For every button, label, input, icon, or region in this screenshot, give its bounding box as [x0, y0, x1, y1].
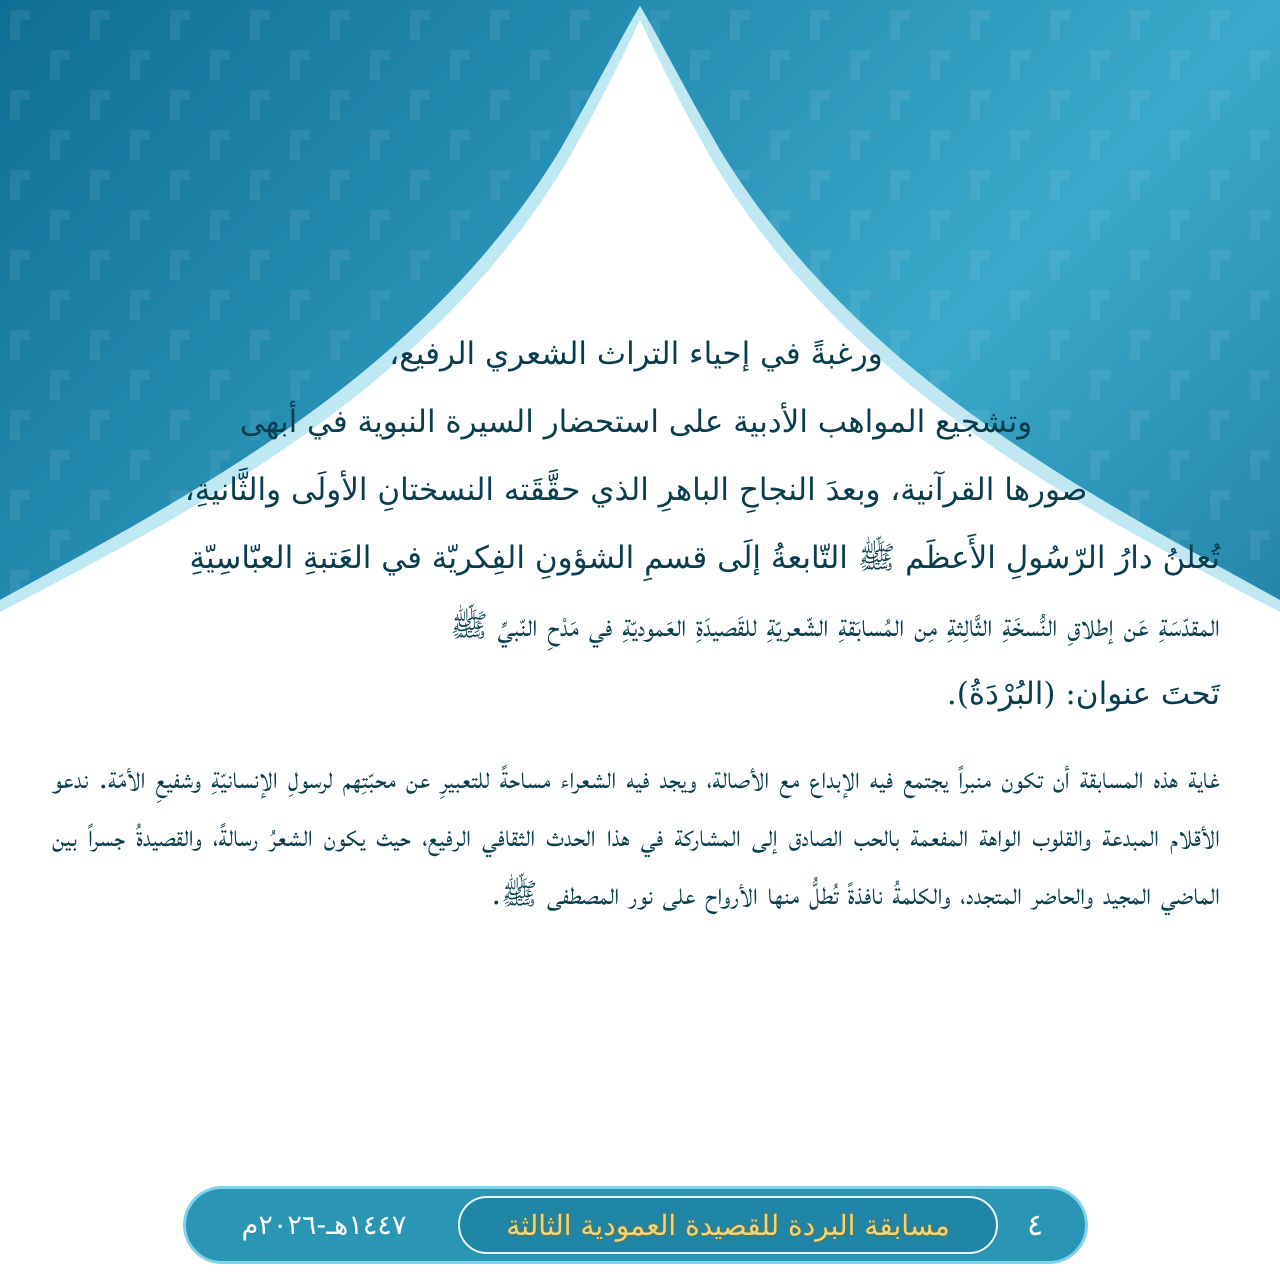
body-paragraph: غاية هذه المسابقة أن تكون منبراً يجتمع فيه الإبداع مع الأصالة، ويجد فيه الشعراء مساحةً للتعبيرِ عن محبّتِهم لرسولِ الإنسانيّةِ وشفيعِ الأمّة. ندعو الأقلام المبدعة والقلوب الواهة المفعمة بالحب الصادق إلى المشاركة في هذا الحدث الثقافي الرفيع، حيث يكون الشعرُ رسالةً، والقصيدةُ جسراً بين الماضي المجيد والحاضر المتجدد، والكلمةُ نافذةً تُطلُّ منها الأرواح على نور المصطفى ﷺ.: [52, 761, 1220, 912]
intro-line-1: ورغبةً في إحياء التراث الشعري الرفيع،: [389, 336, 883, 372]
announcement-line-1: تُعلنُ دارُ الرّسُولِ الأَعظَم ﷺ التّابعةُ إلَى قسمِ الشؤونِ الفِكريّة في العَتبةِ العبّاسِيّةِ: [189, 540, 1220, 576]
announcement-line-3: تَحتَ عنوان: (البُرْدَةُ).: [946, 676, 1220, 712]
page-number: ٤: [1026, 1207, 1044, 1243]
footer-title-box: [458, 1196, 998, 1254]
footer-date: ١٤٤٧هـ-٢٠٢٦م: [241, 1209, 407, 1241]
announcement-line-2: المقدّسَةِ عَن إطلاقِ النُّسخَةِ الثَّالِثةِ مِن المُسابَقةِ الشّعريّةِ للقَصيدَةِ العَموديّةِ في مَدْحِ النّبيِّ ﷺ: [450, 608, 1220, 644]
intro-line-3: صورها القرآنية، وبعدَ النجاحِ الباهرِ الذي حقَّقَته النسختانِ الأولَى والثَّانيةِ،: [184, 472, 1088, 508]
content-area: [52, 320, 1220, 924]
footer-title: مسابقة البردة للقصيدة العمودية الثالثة: [506, 1208, 950, 1242]
footer-bar: [183, 1186, 1088, 1264]
intro-line-2: وتشجيع المواهب الأدبية على استحضار السيرة النبوية في أبهى: [239, 404, 1033, 440]
